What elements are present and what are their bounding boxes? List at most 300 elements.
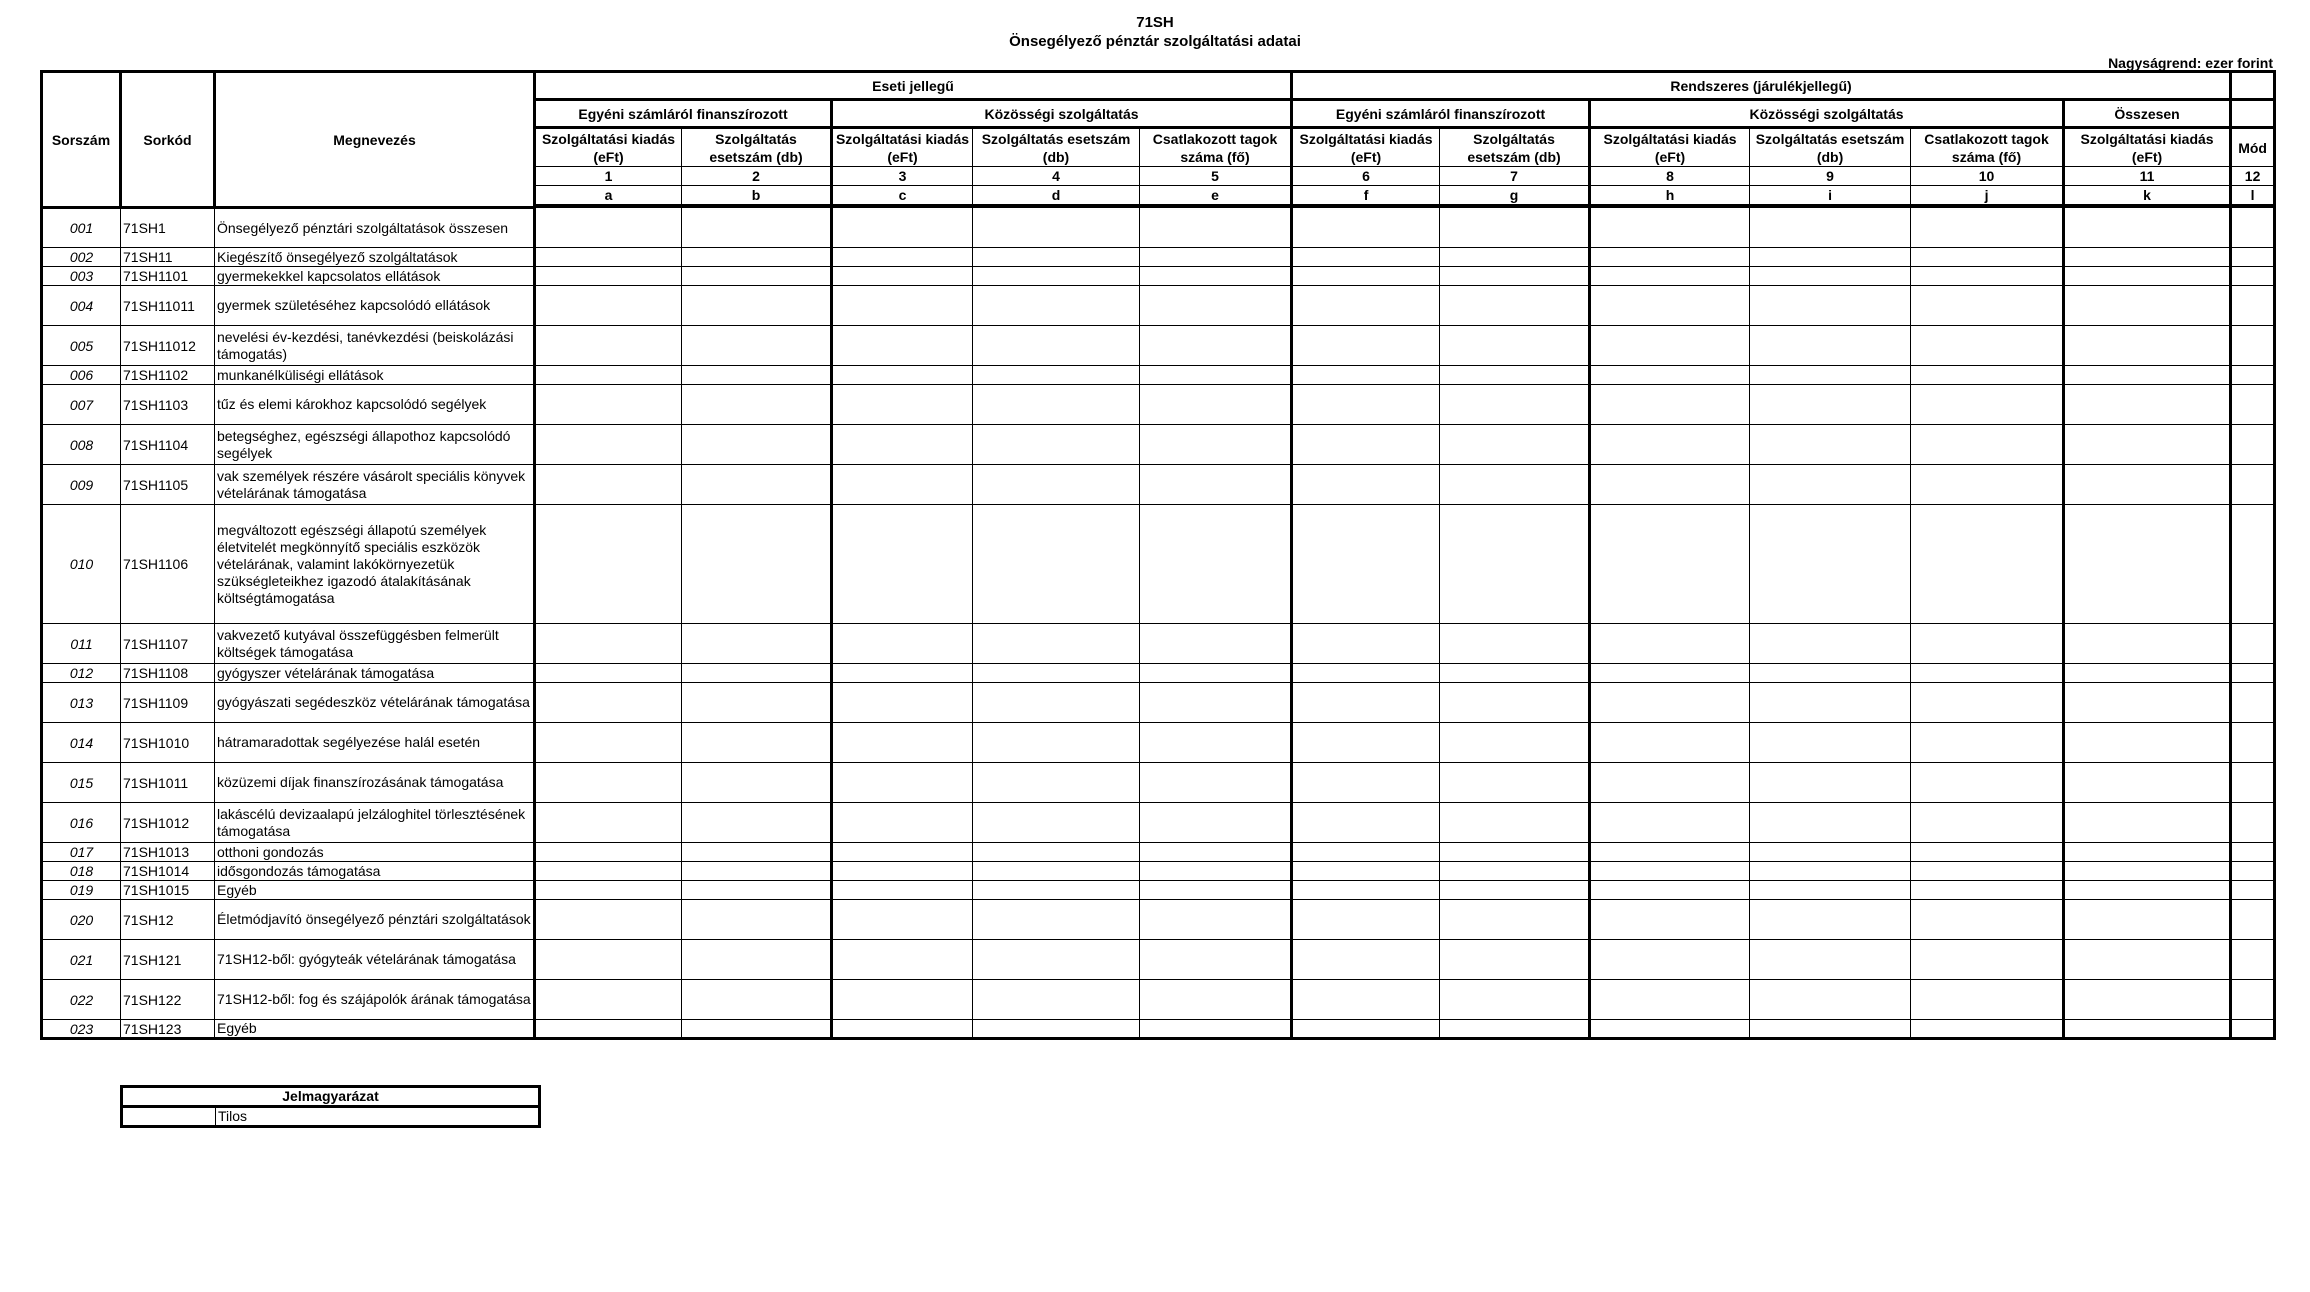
value-cell[interactable]	[973, 326, 1140, 366]
value-cell[interactable]	[2231, 267, 2275, 286]
row-name: megváltozott egészségi állapotú személyek életvitelét megkönnyítő speciális eszközök vételárának, valamint lakókörnyezetük szükségleteikhez igazodó átalakításának költségtámogatása	[215, 505, 535, 624]
value-cell[interactable]	[1292, 881, 1440, 900]
value-cell[interactable]	[1440, 326, 1590, 366]
value-cell[interactable]	[832, 843, 973, 862]
value-cell[interactable]	[1590, 900, 1750, 940]
value-cell[interactable]	[535, 862, 682, 881]
value-cell[interactable]	[2064, 723, 2231, 763]
value-cell[interactable]	[535, 881, 682, 900]
table-row	[42, 940, 2275, 980]
value-cell[interactable]	[1590, 267, 1750, 286]
value-cell[interactable]	[973, 940, 1140, 980]
row-code: 71SH11	[121, 248, 215, 267]
value-cell[interactable]	[682, 505, 832, 624]
value-cell[interactable]	[1440, 208, 1590, 248]
value-cell[interactable]	[682, 843, 832, 862]
col-num: 11	[2064, 167, 2231, 186]
value-cell[interactable]	[2064, 326, 2231, 366]
value-cell[interactable]	[1440, 366, 1590, 385]
value-cell[interactable]	[2231, 723, 2275, 763]
value-cell[interactable]	[973, 723, 1140, 763]
value-cell[interactable]	[1292, 425, 1440, 465]
value-cell[interactable]	[1440, 664, 1590, 683]
value-cell[interactable]	[1140, 1020, 1292, 1039]
value-cell[interactable]	[1750, 385, 1911, 425]
value-cell[interactable]	[2064, 881, 2231, 900]
value-cell[interactable]	[1292, 267, 1440, 286]
value-cell[interactable]	[2064, 425, 2231, 465]
value-cell[interactable]	[2231, 248, 2275, 267]
value-cell[interactable]	[1292, 465, 1440, 505]
value-cell[interactable]	[1590, 624, 1750, 664]
value-cell[interactable]	[1911, 267, 2064, 286]
value-cell[interactable]	[1911, 385, 2064, 425]
value-cell[interactable]	[2231, 900, 2275, 940]
value-cell[interactable]	[682, 366, 832, 385]
value-cell[interactable]	[2231, 881, 2275, 900]
value-cell[interactable]	[2064, 664, 2231, 683]
value-cell[interactable]	[682, 624, 832, 664]
value-cell[interactable]	[1140, 286, 1292, 326]
value-cell[interactable]	[1140, 465, 1292, 505]
value-cell[interactable]	[1292, 286, 1440, 326]
value-cell[interactable]	[1911, 465, 2064, 505]
value-cell[interactable]	[682, 286, 832, 326]
value-cell[interactable]	[1911, 366, 2064, 385]
value-cell[interactable]	[1590, 763, 1750, 803]
value-cell[interactable]	[2064, 286, 2231, 326]
value-cell[interactable]	[682, 900, 832, 940]
col-letter: d	[973, 186, 1140, 206]
value-cell[interactable]	[1750, 286, 1911, 326]
value-cell[interactable]	[832, 723, 973, 763]
value-cell[interactable]	[1911, 664, 2064, 683]
value-cell[interactable]	[1440, 505, 1590, 624]
value-cell[interactable]	[682, 763, 832, 803]
value-cell[interactable]	[535, 980, 682, 1020]
value-cell[interactable]	[832, 803, 973, 843]
value-cell[interactable]	[1140, 624, 1292, 664]
value-cell[interactable]	[832, 1020, 973, 1039]
value-cell[interactable]	[1292, 326, 1440, 366]
value-cell[interactable]	[1140, 248, 1292, 267]
value-cell[interactable]	[1911, 803, 2064, 843]
value-cell[interactable]	[2231, 862, 2275, 881]
value-cell[interactable]	[1292, 385, 1440, 425]
value-cell[interactable]	[973, 624, 1140, 664]
value-cell[interactable]	[1750, 940, 1911, 980]
value-cell[interactable]	[1750, 1020, 1911, 1039]
value-cell[interactable]	[1590, 385, 1750, 425]
value-cell[interactable]	[2064, 465, 2231, 505]
value-cell[interactable]	[535, 683, 682, 723]
value-cell[interactable]	[1292, 723, 1440, 763]
value-cell[interactable]	[1590, 803, 1750, 843]
value-cell[interactable]	[832, 286, 973, 326]
value-cell[interactable]	[1292, 900, 1440, 940]
value-cell[interactable]	[2231, 803, 2275, 843]
value-cell[interactable]	[2231, 843, 2275, 862]
value-cell[interactable]	[682, 881, 832, 900]
value-cell[interactable]	[682, 208, 832, 248]
value-cell[interactable]	[1140, 980, 1292, 1020]
value-cell[interactable]	[1140, 366, 1292, 385]
value-cell[interactable]	[973, 862, 1140, 881]
table-row	[42, 366, 2275, 385]
value-cell[interactable]	[1440, 683, 1590, 723]
table-row	[42, 248, 2275, 267]
value-cell[interactable]	[1590, 862, 1750, 881]
value-cell[interactable]	[1440, 286, 1590, 326]
value-cell[interactable]	[1750, 267, 1911, 286]
value-cell[interactable]	[1440, 385, 1590, 425]
value-cell[interactable]	[1911, 862, 2064, 881]
value-cell[interactable]	[973, 803, 1140, 843]
value-cell[interactable]	[1750, 366, 1911, 385]
value-cell[interactable]	[1590, 843, 1750, 862]
value-cell[interactable]	[682, 862, 832, 881]
value-cell[interactable]	[1911, 843, 2064, 862]
value-cell[interactable]	[2064, 683, 2231, 723]
value-cell[interactable]	[2064, 385, 2231, 425]
value-cell[interactable]	[832, 267, 973, 286]
value-cell[interactable]	[832, 862, 973, 881]
value-cell[interactable]	[1590, 425, 1750, 465]
value-cell[interactable]	[1911, 505, 2064, 624]
value-cell[interactable]	[2064, 843, 2231, 862]
value-cell[interactable]	[2064, 208, 2231, 248]
value-cell[interactable]	[2231, 505, 2275, 624]
value-cell[interactable]	[2064, 763, 2231, 803]
value-cell[interactable]	[1292, 366, 1440, 385]
value-cell[interactable]	[1140, 326, 1292, 366]
value-cell[interactable]	[1292, 1020, 1440, 1039]
value-cell[interactable]	[973, 465, 1140, 505]
value-cell[interactable]	[682, 385, 832, 425]
row-name: betegséghez, egészségi állapothoz kapcsolódó segélyek	[215, 425, 535, 465]
value-cell[interactable]	[2231, 683, 2275, 723]
row-code: 71SH1102	[121, 366, 215, 385]
value-cell[interactable]	[2231, 208, 2275, 248]
row-name: Életmódjavító önsegélyező pénztári szolgáltatások	[215, 900, 535, 940]
header-rendszeres: Rendszeres (járulékjellegű)	[1292, 72, 2231, 100]
row-name: gyermekekkel kapcsolatos ellátások	[215, 267, 535, 286]
value-cell[interactable]	[1590, 208, 1750, 248]
value-cell[interactable]	[682, 425, 832, 465]
value-cell[interactable]	[1750, 881, 1911, 900]
value-cell[interactable]	[1292, 980, 1440, 1020]
value-cell[interactable]	[1440, 425, 1590, 465]
value-cell[interactable]	[832, 980, 973, 1020]
value-cell[interactable]	[973, 843, 1140, 862]
value-cell[interactable]	[832, 683, 973, 723]
value-cell[interactable]	[1590, 248, 1750, 267]
value-cell[interactable]	[1750, 683, 1911, 723]
value-cell[interactable]	[832, 326, 973, 366]
value-cell[interactable]	[973, 683, 1140, 723]
value-cell[interactable]	[1750, 843, 1911, 862]
value-cell[interactable]	[2231, 385, 2275, 425]
value-cell[interactable]	[1590, 326, 1750, 366]
value-cell[interactable]	[973, 267, 1140, 286]
value-cell[interactable]	[535, 248, 682, 267]
value-cell[interactable]	[1750, 763, 1911, 803]
value-cell[interactable]	[2064, 862, 2231, 881]
value-cell[interactable]	[535, 624, 682, 664]
value-cell[interactable]	[1590, 1020, 1750, 1039]
value-cell[interactable]	[1440, 624, 1590, 664]
value-cell[interactable]	[1140, 267, 1292, 286]
value-cell[interactable]	[535, 286, 682, 326]
value-cell[interactable]	[973, 881, 1140, 900]
value-cell[interactable]	[1292, 624, 1440, 664]
value-cell[interactable]	[832, 425, 973, 465]
col-num: 10	[1911, 167, 2064, 186]
value-cell[interactable]	[973, 248, 1140, 267]
value-cell[interactable]	[535, 505, 682, 624]
value-cell[interactable]	[1590, 366, 1750, 385]
value-cell[interactable]	[682, 803, 832, 843]
value-cell[interactable]	[1292, 940, 1440, 980]
value-cell[interactable]	[1911, 425, 2064, 465]
table-row	[42, 980, 2275, 1020]
value-cell[interactable]	[1140, 664, 1292, 683]
value-cell[interactable]	[2231, 1020, 2275, 1039]
value-cell[interactable]	[1140, 723, 1292, 763]
value-cell[interactable]	[1750, 803, 1911, 843]
value-cell[interactable]	[682, 980, 832, 1020]
value-cell[interactable]	[1140, 385, 1292, 425]
value-cell[interactable]	[535, 326, 682, 366]
value-cell[interactable]	[1140, 763, 1292, 803]
value-cell[interactable]	[1440, 723, 1590, 763]
value-cell[interactable]	[1590, 664, 1750, 683]
value-cell[interactable]	[832, 664, 973, 683]
value-cell[interactable]	[973, 208, 1140, 248]
value-cell[interactable]	[1750, 465, 1911, 505]
value-cell[interactable]	[1140, 683, 1292, 723]
value-cell[interactable]	[1750, 248, 1911, 267]
value-cell[interactable]	[1292, 248, 1440, 267]
value-cell[interactable]	[2231, 465, 2275, 505]
value-cell[interactable]	[1911, 940, 2064, 980]
header-c2: Szolgáltatás esetszám (db)	[682, 128, 832, 167]
col-num: 9	[1750, 167, 1911, 186]
value-cell[interactable]	[535, 208, 682, 248]
value-cell[interactable]	[1440, 980, 1590, 1020]
value-cell[interactable]	[1440, 763, 1590, 803]
value-cell[interactable]	[973, 385, 1140, 425]
value-cell[interactable]	[973, 425, 1140, 465]
value-cell[interactable]	[535, 803, 682, 843]
value-cell[interactable]	[682, 940, 832, 980]
value-cell[interactable]	[832, 248, 973, 267]
value-cell[interactable]	[973, 366, 1140, 385]
value-cell[interactable]	[2064, 505, 2231, 624]
value-cell[interactable]	[1440, 881, 1590, 900]
value-cell[interactable]	[535, 1020, 682, 1039]
value-cell[interactable]	[1140, 208, 1292, 248]
value-cell[interactable]	[1911, 1020, 2064, 1039]
value-cell[interactable]	[1292, 843, 1440, 862]
value-cell[interactable]	[1140, 940, 1292, 980]
value-cell[interactable]	[2231, 425, 2275, 465]
value-cell[interactable]	[2064, 940, 2231, 980]
value-cell[interactable]	[1292, 505, 1440, 624]
value-cell[interactable]	[832, 900, 973, 940]
value-cell[interactable]	[832, 465, 973, 505]
value-cell[interactable]	[2231, 980, 2275, 1020]
value-cell[interactable]	[682, 723, 832, 763]
row-number: 022	[42, 980, 121, 1020]
value-cell[interactable]	[1750, 425, 1911, 465]
value-cell[interactable]	[2231, 286, 2275, 326]
value-cell[interactable]	[2064, 366, 2231, 385]
value-cell[interactable]	[682, 248, 832, 267]
value-cell[interactable]	[1590, 505, 1750, 624]
value-cell[interactable]	[1292, 664, 1440, 683]
value-cell[interactable]	[535, 385, 682, 425]
value-cell[interactable]	[973, 286, 1140, 326]
value-cell[interactable]	[1911, 980, 2064, 1020]
value-cell[interactable]	[2064, 624, 2231, 664]
row-number: 020	[42, 900, 121, 940]
value-cell[interactable]	[973, 980, 1140, 1020]
value-cell[interactable]	[1140, 843, 1292, 862]
value-cell[interactable]	[535, 843, 682, 862]
value-cell[interactable]	[1140, 425, 1292, 465]
value-cell[interactable]	[535, 267, 682, 286]
value-cell[interactable]	[1440, 248, 1590, 267]
value-cell[interactable]	[1911, 326, 2064, 366]
value-cell[interactable]	[973, 505, 1140, 624]
value-cell[interactable]	[1750, 208, 1911, 248]
value-cell[interactable]	[1911, 248, 2064, 267]
value-cell[interactable]	[682, 683, 832, 723]
value-cell[interactable]	[1590, 881, 1750, 900]
table-row	[42, 900, 2275, 940]
value-cell[interactable]	[973, 900, 1140, 940]
value-cell[interactable]	[535, 366, 682, 385]
value-cell[interactable]	[1750, 505, 1911, 624]
table-row	[42, 505, 2275, 624]
value-cell[interactable]	[1140, 803, 1292, 843]
value-cell[interactable]	[1140, 505, 1292, 624]
value-cell[interactable]	[1750, 723, 1911, 763]
row-name: gyógyászati segédeszköz vételárának támogatása	[215, 683, 535, 723]
value-cell[interactable]	[832, 881, 973, 900]
value-cell[interactable]	[1140, 862, 1292, 881]
value-cell[interactable]	[2231, 624, 2275, 664]
value-cell[interactable]	[1440, 1020, 1590, 1039]
value-cell[interactable]	[1750, 624, 1911, 664]
value-cell[interactable]	[2064, 267, 2231, 286]
value-cell[interactable]	[1590, 940, 1750, 980]
value-cell[interactable]	[535, 425, 682, 465]
value-cell[interactable]	[2231, 366, 2275, 385]
value-cell[interactable]	[2064, 900, 2231, 940]
value-cell[interactable]	[2231, 940, 2275, 980]
value-cell[interactable]	[1440, 465, 1590, 505]
value-cell[interactable]	[1750, 980, 1911, 1020]
value-cell[interactable]	[1292, 763, 1440, 803]
value-cell[interactable]	[1292, 208, 1440, 248]
value-cell[interactable]	[535, 763, 682, 803]
value-cell[interactable]	[1440, 843, 1590, 862]
value-cell[interactable]	[1911, 900, 2064, 940]
value-cell[interactable]	[1440, 940, 1590, 980]
value-cell[interactable]	[2064, 803, 2231, 843]
value-cell[interactable]	[832, 940, 973, 980]
value-cell[interactable]	[2064, 1020, 2231, 1039]
value-cell[interactable]	[832, 385, 973, 425]
value-cell[interactable]	[682, 1020, 832, 1039]
value-cell[interactable]	[973, 763, 1140, 803]
value-cell[interactable]	[1292, 862, 1440, 881]
value-cell[interactable]	[682, 267, 832, 286]
value-cell[interactable]	[2231, 763, 2275, 803]
value-cell[interactable]	[1911, 208, 2064, 248]
value-cell[interactable]	[1292, 803, 1440, 843]
value-cell[interactable]	[535, 940, 682, 980]
value-cell[interactable]	[1911, 286, 2064, 326]
value-cell[interactable]	[1750, 862, 1911, 881]
value-cell[interactable]	[535, 723, 682, 763]
value-cell[interactable]	[535, 664, 682, 683]
value-cell[interactable]	[1590, 683, 1750, 723]
value-cell[interactable]	[973, 1020, 1140, 1039]
header-c6: Szolgáltatási kiadás (eFt)	[1292, 128, 1440, 167]
value-cell[interactable]	[832, 208, 973, 248]
value-cell[interactable]	[1911, 624, 2064, 664]
value-cell[interactable]	[1590, 723, 1750, 763]
value-cell[interactable]	[2064, 980, 2231, 1020]
value-cell[interactable]	[832, 763, 973, 803]
value-cell[interactable]	[535, 465, 682, 505]
value-cell[interactable]	[1911, 881, 2064, 900]
value-cell[interactable]	[1440, 900, 1590, 940]
value-cell[interactable]	[1440, 862, 1590, 881]
value-cell[interactable]	[1440, 803, 1590, 843]
value-cell[interactable]	[1140, 900, 1292, 940]
value-cell[interactable]	[1750, 326, 1911, 366]
row-name: Egyéb	[215, 1020, 535, 1039]
value-cell[interactable]	[973, 664, 1140, 683]
value-cell[interactable]	[1750, 900, 1911, 940]
form-code: 71SH	[1136, 14, 1174, 31]
value-cell[interactable]	[1911, 683, 2064, 723]
value-cell[interactable]	[1590, 465, 1750, 505]
value-cell[interactable]	[1440, 267, 1590, 286]
value-cell[interactable]	[682, 465, 832, 505]
value-cell[interactable]	[2231, 664, 2275, 683]
value-cell[interactable]	[2231, 326, 2275, 366]
value-cell[interactable]	[1292, 683, 1440, 723]
value-cell[interactable]	[1911, 723, 2064, 763]
value-cell[interactable]	[1590, 980, 1750, 1020]
value-cell[interactable]	[1140, 881, 1292, 900]
value-cell[interactable]	[682, 664, 832, 683]
value-cell[interactable]	[2064, 248, 2231, 267]
value-cell[interactable]	[832, 366, 973, 385]
value-cell[interactable]	[832, 624, 973, 664]
value-cell[interactable]	[535, 900, 682, 940]
value-cell[interactable]	[832, 505, 973, 624]
value-cell[interactable]	[1911, 763, 2064, 803]
value-cell[interactable]	[682, 326, 832, 366]
value-cell[interactable]	[1590, 286, 1750, 326]
value-cell[interactable]	[1750, 664, 1911, 683]
